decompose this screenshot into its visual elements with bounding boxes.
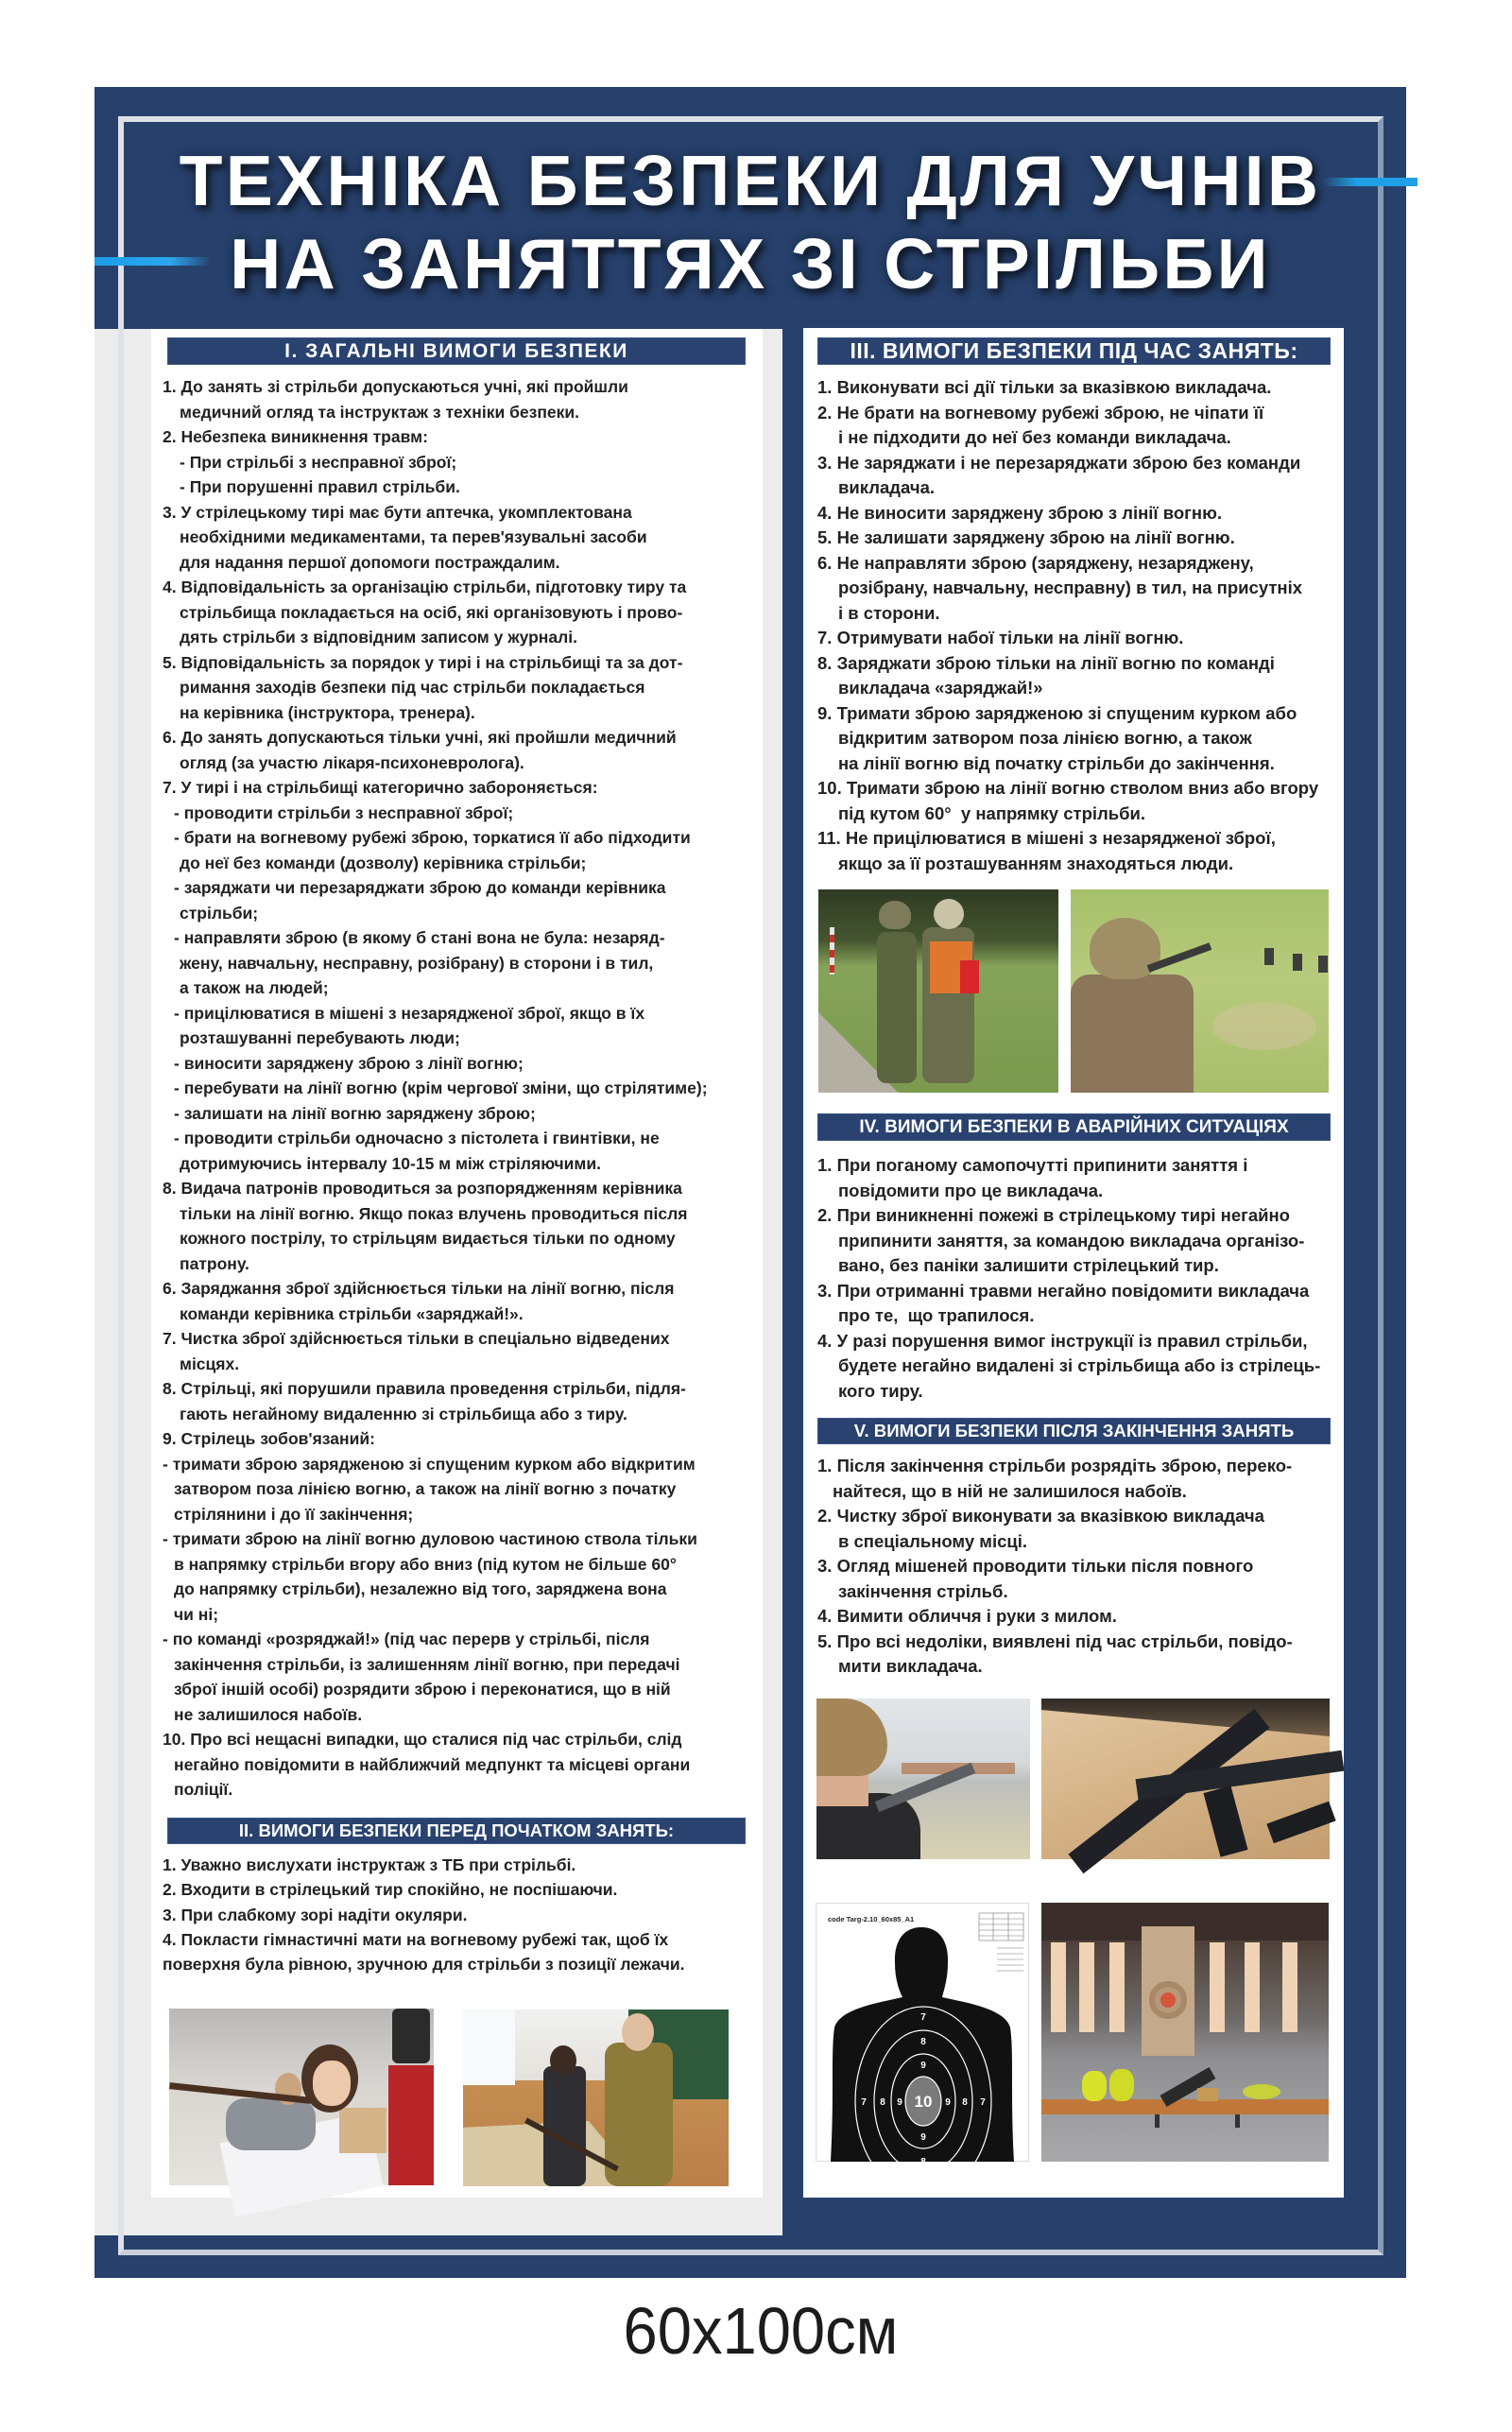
rule-line: 2. Входити в стрілецький тир спокійно, не поспішаючи. (163, 1880, 618, 1900)
rule-line: в напрямку стрільби вгору або вниз (під кутом не більше 60° (174, 1554, 677, 1574)
photo-paper-target-bullseye (1160, 1992, 1176, 2008)
ring-label-right-9: 9 (945, 2097, 951, 2108)
rule-line: - заряджати чи перезаряджати зброю до команди керівника (174, 878, 666, 897)
photo-ammo (1197, 2088, 1218, 2101)
rule-line: - по команді «розряджай!» (під час перерв у стрільбі, після (163, 1630, 650, 1648)
rule-line: 8. Стрільці, які порушили правила проведення стрільби, підля- (163, 1379, 686, 1398)
section-general-heading: І. ЗАГАЛЬНІ ВИМОГИ БЕЗПЕКИ (167, 337, 746, 365)
target-score-table (979, 1913, 1023, 1971)
photo-marker-post (830, 927, 834, 975)
photo-hanging-plate-3 (1109, 1942, 1125, 2032)
rule-line: відкритим затвором поза лінією вогню, а також (838, 728, 1252, 748)
rule-line: і не підходити до неї без команди викладача. (838, 427, 1231, 447)
rule-line: - тримати зброю зарядженою зі спущеним курком або відкритим (163, 1454, 696, 1474)
rule-line: 4. Відповідальність за організацію стрільби, підготовку тиру та (163, 578, 687, 596)
rule-line: - прицілюватися в мішені з незарядженої зброї, якщо в їх (174, 1003, 645, 1023)
photo-soldier-body (877, 932, 917, 1083)
photo-girl-air-rifle (169, 2009, 434, 2185)
rule-line: гають негайному видаленню зі стрільбища або з тиру. (180, 1404, 627, 1423)
rule-line: 1. Після закінчення стрільби розрядіть зброю, переко- (817, 1456, 1293, 1475)
rule-line: до напрямку стрільби), незалежно від того, заряджена вона (174, 1579, 667, 1598)
photo-dark-background (1041, 1699, 1330, 1736)
rule-line: місцях. (180, 1354, 240, 1373)
rule-line: 3. У стрілецькому тирі має бути аптечка, укомплектована (163, 502, 632, 522)
rule-line: 1. Уважно вислухати інструктаж з ТБ при стрільбі. (163, 1855, 576, 1874)
rule-line: 6. Заряджання зброї здійснюється тільки на лінії вогню, після (163, 1279, 675, 1298)
rule-line: - залишати на лінії вогню заряджену зброю; (174, 1103, 536, 1123)
ring-label-right-8: 8 (962, 2097, 968, 2108)
rule-line: 7. У тирі і на стрільбищі категорично забороняється: (163, 778, 598, 797)
rule-line: 3. При слабкому зорі надіти окуляри. (163, 1905, 468, 1924)
rule-line: римання заходів безпеки під час стрільби покладається (180, 678, 645, 697)
photo-instructor-and-soldier-field (818, 889, 1058, 1093)
rule-line: стрільби; (180, 903, 259, 923)
rule-line: під кутом 60° у напрямку стрільби. (838, 802, 1146, 823)
rule-line: 9. Тримати зброю зарядженою зі спущеним курком або (817, 702, 1297, 723)
ring-label-top-7: 7 (920, 2012, 926, 2023)
rule-line: зброї іншій особі) розрядити зброю і переконатися, що в ній (174, 1680, 671, 1699)
rule-line: - направляти зброю (в якому б стані вона не була: незаряд- (174, 928, 665, 947)
ring-label-left-9: 9 (897, 2097, 902, 2108)
photo-soldier-body (1071, 975, 1194, 1093)
photo-teacher-head (622, 2013, 654, 2051)
rule-line: 10. Тримати зброю на лінії вогню стволом вниз або вгору (817, 778, 1319, 798)
photo-boy-indoor-range (816, 1699, 1030, 1859)
section-after-heading: V. ВИМОГИ БЕЗПЕКИ ПІСЛЯ ЗАКІНЧЕННЯ ЗАНЯТЬ (817, 1418, 1331, 1444)
photo-instructor-cap (934, 899, 964, 929)
rule-line: 8. Видача патронів проводиться за розпорядженням керівника (163, 1179, 682, 1198)
rule-line: огляд (за участю лікаря-психоневролога). (180, 752, 524, 772)
photo-red-flag (960, 960, 979, 993)
rule-line: 9. Стрілець зобов'язаний: (163, 1429, 375, 1448)
rule-line: - виносити заряджену зброю з лінії вогню; (174, 1053, 524, 1073)
rule-line: і в сторони. (838, 602, 940, 623)
photo-girl-face (313, 2061, 351, 2106)
rule-line: стрільбища покладається на осіб, які організовують і прово- (180, 602, 683, 622)
rule-line: будете негайно видалені зі стрільбища або із стрілець- (838, 1355, 1321, 1375)
photo-student-body (543, 2066, 586, 2186)
rule-line: патрону. (180, 1253, 249, 1273)
rule-line: якщо за її розташуванням знаходяться люди. (838, 853, 1234, 873)
rule-line: 1. До занять зі стрільби допускаються учні, які пройшли (163, 377, 628, 396)
poster-title-line-1: ТЕХНІКА БЕЗПЕКИ ДЛЯ УЧНІВ (179, 141, 1322, 220)
target-code-label: code Targ-2.10_60x85_A1 (828, 1915, 915, 1923)
ring-label-left-7: 7 (861, 2097, 867, 2108)
photo-target-3 (1318, 956, 1328, 973)
rule-line: 2. Небезпека виникнення травм: (163, 427, 428, 446)
rule-line: медичний огляд та інструктаж з техніки безпеки. (180, 402, 580, 422)
photo-dark-object (392, 2009, 430, 2063)
rule-line: чи ні; (174, 1604, 219, 1624)
photo-soldier-helmet (879, 901, 911, 929)
rule-line: вано, без паніки залишити стрілецький тир. (838, 1255, 1219, 1275)
photo-target-2 (1293, 954, 1302, 971)
photo-bench-leg-1 (1155, 2114, 1160, 2128)
photo-target-1 (1264, 948, 1274, 965)
rule-line: - При стрільбі з несправної зброї; (180, 452, 457, 472)
rule-line: 4. Не виносити заряджену зброю з лінії вогню. (817, 502, 1223, 523)
rule-line: закінчення стрільби, із залишенням лінії вогню, при передачі (174, 1654, 680, 1674)
rule-line: 1. Виконувати всі дії тільки за вказівкою викладача. (817, 377, 1272, 397)
rule-line: 5. Не залишати заряджену зброю на лінії вогню. (817, 527, 1235, 547)
photo-hanging-plate-1 (1051, 1942, 1066, 2032)
photo-student-head (550, 2045, 576, 2076)
rule-line: розташуванні перебувають люди; (180, 1028, 460, 1047)
rule-line: 7. Чистка зброї здійснюється тільки в спеціально відведених (163, 1329, 670, 1348)
rule-line: 6. До занять допускаються тільки учні, які пройшли медичний (163, 728, 677, 747)
target-svg (816, 1903, 1029, 2167)
rule-line: затвором поза лінією вогню, а також на лінії вогню з початку (174, 1479, 677, 1498)
rule-line: мити викладача. (838, 1656, 983, 1676)
photo-wood-block (339, 2108, 387, 2153)
photo-magazine-2 (1266, 1802, 1335, 1844)
rule-line: на лінії вогню від початку стрільби до закінчення. (838, 752, 1275, 773)
rule-line: викладача. (838, 477, 936, 497)
rule-line: 4. Покласти гімнастичні мати на вогневому рубежі так, щоб їх (163, 1929, 669, 1949)
rule-line: розібрану, навчальну, несправну) в тил, на присутніх (838, 578, 1302, 597)
photo-earmuff-1 (1082, 2071, 1107, 2101)
size-caption: 60x100см (623, 2294, 899, 2368)
photo-hanging-plate-5 (1245, 1942, 1260, 2032)
rule-line: повідомити про це викладача. (838, 1180, 1104, 1200)
rule-line: 3. Огляд мішеней проводити тільки після повного (817, 1556, 1254, 1576)
photo-rifles-on-table (1041, 1699, 1330, 1859)
rule-line: 5. Про всі недоліки, виявлені під час стрільби, повідо- (817, 1630, 1293, 1651)
photo-hanging-plate-4 (1210, 1942, 1225, 2032)
rule-line: жену, навчальну, несправну, розібрану) в сторони і в тил, (180, 953, 654, 973)
rule-line: до неї без команди (дозволу) керівника стрільби; (180, 853, 587, 872)
section-general-list (163, 374, 708, 1802)
section-emergency-heading: IV. ВИМОГИ БЕЗПЕКИ В АВАРІЙНИХ СИТУАЦІЯХ (817, 1113, 1331, 1141)
rule-line: - перебувати на лінії вогню (крім чергової зміни, що стрілятиме); (174, 1078, 708, 1097)
rule-line: - брати на вогневому рубежі зброю, торкатися її або підходити (174, 828, 691, 847)
ring-label-top-9: 9 (920, 2061, 926, 2071)
rule-line: 4. Вимити обличчя і руки з милом. (817, 1606, 1117, 1626)
poster-title-line-2: НА ЗАНЯТТЯХ ЗІ СТРІЛЬБИ (230, 224, 1271, 303)
rule-line: кого тиру. (838, 1380, 923, 1401)
rule-line: 8. Заряджати зброю тільки на лінії вогню по команді (817, 652, 1275, 673)
photo-safety-glasses (1243, 2084, 1280, 2099)
photo-hanging-plate-2 (1079, 1942, 1094, 2032)
photo-dirt-patch (1212, 1003, 1316, 1050)
photo-window (463, 2009, 515, 2085)
rule-line: 2. Чистку зброї виконувати за вказівкою викладача (817, 1506, 1264, 1526)
rule-line: а також на людей; (180, 978, 329, 997)
rule-line: - проводити стрільби з несправної зброї; (174, 802, 514, 822)
rule-line: закінчення стрільб. (838, 1580, 1008, 1601)
rule-line: 2. При виникненні пожежі в стрілецькому тирі негайно (817, 1205, 1290, 1225)
rule-line: поверхня була рівною, зручною для стрільби з позиції лежачи. (163, 1955, 685, 1975)
rule-line: команди керівника стрільби «заряджай!». (180, 1303, 524, 1323)
photo-soldier-aiming-field (1071, 889, 1329, 1093)
rule-line: 5. Відповідальність за порядок у тирі і на стрільбищі та за дот- (163, 652, 683, 672)
rule-line: 11. Не прицілюватися в мішені з незарядженої зброї, (817, 828, 1276, 848)
rule-line: про те, що трапилося. (838, 1305, 1035, 1325)
rule-line: 1. При поганому самопочутті припинити заняття і (817, 1155, 1248, 1175)
rule-line: припинити заняття, за командою викладача організо- (838, 1230, 1305, 1250)
rule-line: 6. Не направляти зброю (заряджену, незаряджену, (817, 552, 1254, 573)
rule-line: 7. Отримувати набої тільки на лінії вогню. (817, 628, 1184, 647)
rule-line: - При порушенні правил стрільби. (180, 477, 460, 496)
rule-line: негайно повідомити в найближчий медпункт та місцеві органи (174, 1754, 691, 1774)
photo-paper-target (1142, 1926, 1194, 2056)
section-before-list (163, 1853, 685, 1976)
photo-boy-hair (816, 1699, 887, 1776)
section-during-list (817, 375, 1318, 876)
photo-hanging-plate-6 (1282, 1942, 1297, 2032)
photo-rifle-2 (1136, 1751, 1345, 1800)
section-during-heading: ІІІ. ВИМОГИ БЕЗПЕКИ ПІД ЧАС ЗАНЯТЬ: (817, 337, 1331, 365)
rule-line: 2. Не брати на вогневому рубежі зброю, не чіпати її (817, 402, 1264, 423)
rule-line: 3. Не заряджати і не перезаряджати зброю без команди (817, 452, 1301, 473)
photo-red-clothing (388, 2065, 434, 2185)
ring-label-bottom-8: 8 (920, 2157, 926, 2167)
photo-classroom-weapon-lesson (463, 2009, 729, 2186)
rule-line: дять стрільби з відповідним записом у журналі. (180, 628, 577, 647)
rule-line: поліції. (174, 1780, 233, 1799)
rule-line: найтеся, що в ній не залишилося набоїв. (833, 1480, 1187, 1501)
rule-line: необхідними медикаментами, та перев'язувальні засоби (180, 527, 647, 546)
photo-indoor-range-bench (1041, 1903, 1329, 2162)
rule-line: не залишилося набоїв. (174, 1704, 363, 1724)
rule-line: - проводити стрільби одночасно з пістолета і гвинтівки, не (174, 1129, 660, 1147)
photo-bench (1041, 2099, 1329, 2114)
rule-line: дотримуючись інтервалу 10-15 м між стріляючими. (180, 1153, 601, 1173)
photo-bench-leg-2 (1235, 2114, 1240, 2128)
rule-line: стрілянини і до її закінчення; (174, 1504, 414, 1524)
rule-line: для надання першої допомоги постраждалим. (180, 552, 560, 572)
photo-silhouette-target (816, 1903, 1029, 2167)
photo-magazine (1203, 1785, 1247, 1856)
ring-label-left-8: 8 (880, 2097, 885, 2108)
section-after-list (817, 1454, 1293, 1680)
rule-line: 10. Про всі нещасні випадки, що сталися під час стрільби, слід (163, 1730, 682, 1749)
section-before-heading: ІІ. ВИМОГИ БЕЗПЕКИ ПЕРЕД ПОЧАТКОМ ЗАНЯТЬ: (167, 1818, 746, 1844)
rule-line: викладача «заряджай!» (838, 678, 1043, 698)
photo-sweater-arm (226, 2098, 316, 2150)
rule-line: кожного пострілу, то стрільцям видається тільки по одному (180, 1229, 676, 1248)
rule-line: - тримати зброю на лінії вогню дуловою частиною ствола тільки (163, 1529, 697, 1548)
rule-line: 4. У разі порушення вимог інструкції із правил стрільби, (817, 1330, 1308, 1351)
rule-line: в спеціальному місці. (838, 1530, 1028, 1551)
ring-label-bottom-9: 9 (920, 2132, 926, 2143)
ring-label-top-8: 8 (920, 2037, 926, 2047)
ring-label-right-7: 7 (980, 2097, 986, 2108)
rule-line: 3. При отриманні травми негайно повідомити викладача (817, 1280, 1310, 1301)
rule-line: тільки на лінії вогню. Якщо показ влучень проводиться після (180, 1203, 688, 1223)
photo-earmuff-2 (1109, 2069, 1134, 2101)
ring-label-center-10: 10 (914, 2093, 933, 2111)
rule-line: на керівника (інструктора, тренера). (180, 702, 475, 722)
section-emergency-list (817, 1153, 1320, 1404)
